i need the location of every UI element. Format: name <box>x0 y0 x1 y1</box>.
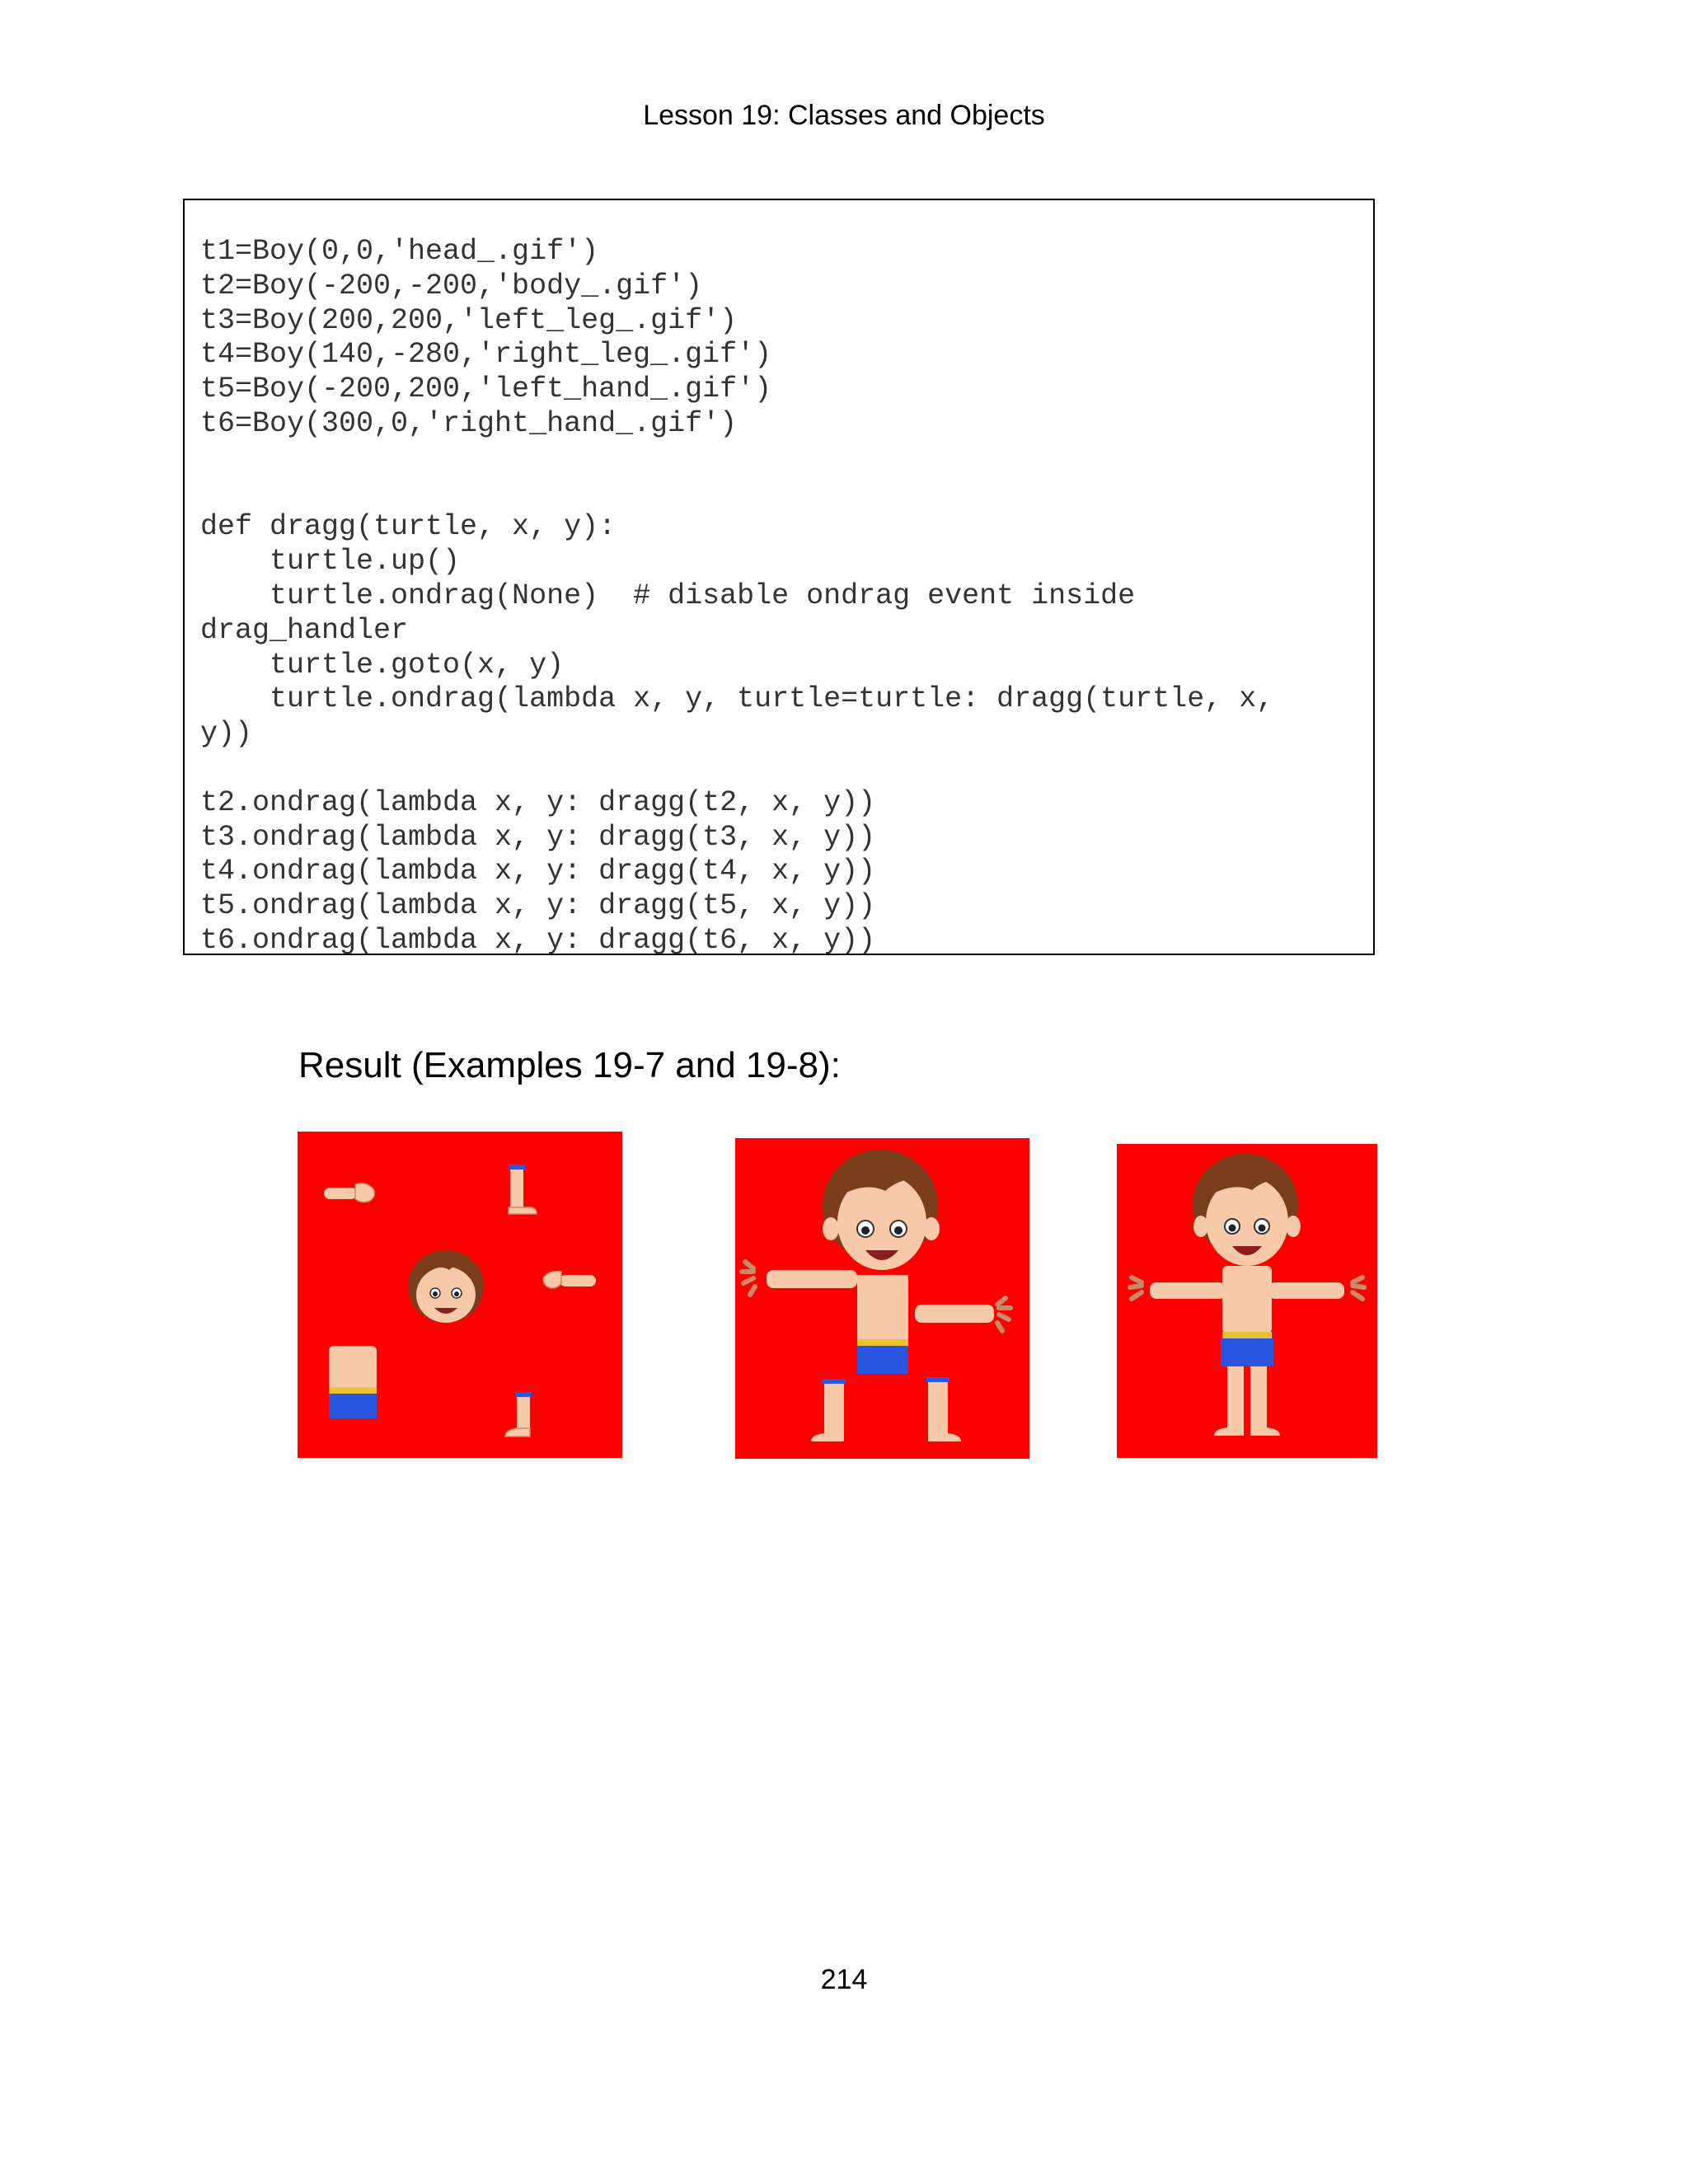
code-line: t6.ondrag(lambda x, y: dragg(t6, x, y)) <box>200 923 876 955</box>
code-line: turtle.up() <box>200 545 461 579</box>
result-heading: Result (Examples 19-7 and 19-8): <box>298 1045 841 1085</box>
page-number: 214 <box>820 1964 868 1995</box>
code-block <box>183 199 1375 955</box>
code-line: t3.ondrag(lambda x, y: dragg(t3, x, y)) <box>200 820 876 854</box>
code-line: t6=Boy(300,0,'right_hand_.gif') <box>200 406 738 440</box>
code-line: turtle.ondrag(None) # disable ondrag event inside <box>200 579 1136 612</box>
code-line: t2.ondrag(lambda x, y: dragg(t2, x, y)) <box>200 785 876 819</box>
code-line: turtle.goto(x, y) <box>200 648 565 682</box>
head-part <box>408 1250 484 1323</box>
assembled-boy-gapped-image <box>735 1138 1029 1459</box>
code-line: t2=Boy(-200,-200,'body_.gif') <box>200 269 703 302</box>
code-line: t4=Boy(140,-280,'right_leg_.gif') <box>200 338 772 372</box>
code-line: t3=Boy(200,200,'left_leg_.gif') <box>200 303 738 337</box>
body-part <box>329 1346 377 1418</box>
code-line: def dragg(turtle, x, y): <box>200 510 617 544</box>
code-text <box>200 235 1273 955</box>
code-line: t5.ondrag(lambda x, y: dragg(t5, x, y)) <box>200 889 876 923</box>
assembled-boy-complete-image <box>1117 1144 1377 1458</box>
page-header: Lesson 19: Classes and Objects <box>643 100 1045 131</box>
code-line: t1=Boy(0,0,'head_.gif') <box>200 235 599 268</box>
code-line: y)) <box>200 717 253 751</box>
scattered-boy-parts-image <box>298 1132 622 1458</box>
code-line: drag_handler <box>200 613 409 647</box>
code-line: turtle.ondrag(lambda x, y, turtle=turtle: dragg(turtle, x, <box>200 682 1274 716</box>
code-line: t4.ondrag(lambda x, y: dragg(t4, x, y)) <box>200 855 876 888</box>
code-line: t5=Boy(-200,200,'left_hand_.gif') <box>200 373 772 406</box>
